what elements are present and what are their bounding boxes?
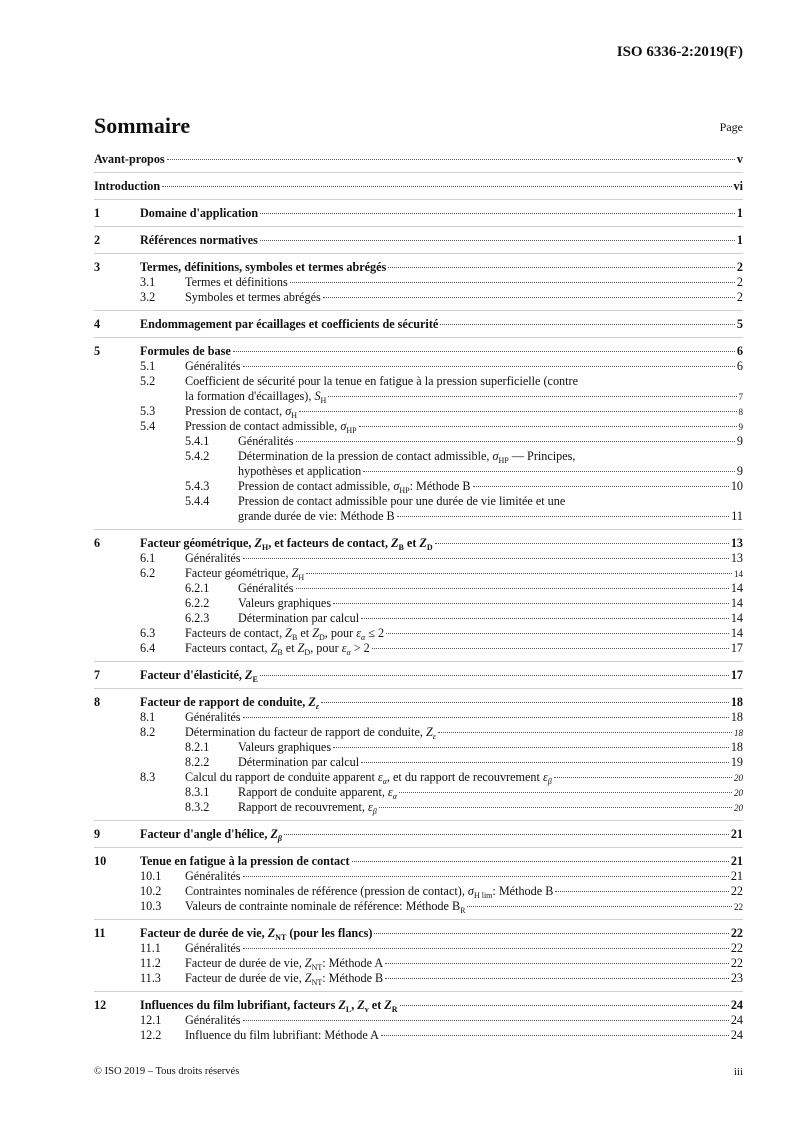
toc-entry-number: 8.1 [140,710,156,724]
toc-entry-number: 4 [94,317,101,331]
toc-entry-page: 2 [736,275,743,289]
toc-entry-page: 17 [730,668,743,682]
toc-entry[interactable] [94,785,743,800]
toc-entry-number: 11.1 [140,941,161,955]
toc-entry-number: 2 [94,233,101,247]
toc-entry-number: 3 [94,260,101,274]
footer-page-number: iii [733,1066,743,1078]
toc-entry-label: Facteurs contact, $Z_B$ et $Z_D$, pour $\varepsilon_\alpha > 2$ [185,641,370,657]
dot-leader [328,396,736,397]
toc-entry-page: 7 [738,392,743,402]
toc-entry-label: Endommagement par écaillages et coefficients de sécurité [140,317,439,331]
dot-leader [233,351,735,352]
toc-entry-page: 1 [736,206,743,220]
dot-leader [243,558,729,559]
dot-leader [306,573,732,574]
toc-entry-label: Généralités [185,869,241,883]
toc-entry-label: Formules de base [140,344,231,358]
toc-entry-number: 8.2.2 [185,755,210,769]
toc-entry-page: 20 [734,773,743,783]
toc-entry[interactable] [94,884,743,899]
toc-entry[interactable] [94,494,743,509]
toc-entry[interactable] [94,596,743,611]
toc-entry[interactable] [94,344,743,359]
toc-entry-label: Généralités [185,359,241,373]
toc-entry[interactable] [94,260,743,275]
toc-entry[interactable] [94,971,743,986]
toc-entry-label-continued: la formation d'écaillages), $S_H$ [185,389,327,405]
toc-entry-label-continued: grande durée de vie: Méthode B [238,509,395,523]
toc-entry-continuation [94,509,743,524]
toc-entry-number: 8 [94,695,101,709]
toc-entry[interactable] [94,611,743,626]
dot-leader [386,633,729,634]
toc-entry[interactable] [94,374,743,389]
toc-entry[interactable] [94,626,743,641]
toc-entry-label: Rapport de conduite apparent, $\varepsilon_\alpha$ [238,785,397,801]
dot-leader [397,516,730,517]
toc-entry-label: Détermination du facteur de rapport de conduite, $Z_\varepsilon$ [185,725,436,741]
toc-entry[interactable] [94,206,743,221]
toc-entry-number: 6.4 [140,641,156,655]
toc-separator [94,337,743,338]
dot-leader [323,297,735,298]
toc-entry-number: 5.1 [140,359,156,373]
toc-entry-page: vi [733,179,743,193]
toc-entry-label: Facteur géométrique, $Z_H$ [185,566,305,582]
toc-entry-page: 24 [730,1028,743,1042]
toc-entry-label: Références normatives [140,233,258,247]
toc-entry-number: 10.1 [140,869,162,883]
page-column-heading: Page [719,120,743,134]
toc-entry-label: Détermination par calcul [238,611,360,625]
document-code: ISO 6336-2:2019(F) [616,44,743,60]
toc-entry-label: Symboles et termes abrégés [185,290,321,304]
toc-entry-label: Généralités [185,1013,241,1027]
toc-entry[interactable] [94,668,743,683]
toc-entry-number: 11.3 [140,971,161,985]
dot-leader [554,777,732,778]
dot-leader [374,933,728,934]
toc-entry[interactable] [94,740,743,755]
dot-leader [435,543,729,544]
toc-entry-page: 9 [738,422,743,432]
toc-entry-label: Pression de contact admissible, $\sigma_{HP}$ [185,419,357,435]
dot-leader [381,1035,729,1036]
toc-entry-number: 6.3 [140,626,156,640]
toc-entry-label: Facteur de durée de vie, $Z_{NT}$: Méthode A [185,956,384,972]
dot-leader [467,906,732,907]
toc-entry-label: Détermination de la pression de contact admissible, $\sigma_{HP}$ — Principes, [238,449,576,465]
dot-leader [385,963,729,964]
toc-entry-number: 8.2 [140,725,156,739]
toc-entry-number: 12 [94,998,107,1012]
toc-entry-number: 7 [94,668,101,682]
toc-entry-number: 5.4.1 [185,434,210,448]
toc-separator [94,199,743,200]
toc-entry-label: Généralités [185,551,241,565]
toc-entry[interactable] [94,152,743,167]
toc-entry[interactable] [94,359,743,374]
dot-leader [363,471,735,472]
toc-entry-label: Pression de contact admissible, $\sigma_{HP}$: Méthode B [238,479,471,495]
toc-entry-page: 1 [736,233,743,247]
toc-separator [94,226,743,227]
toc-entry[interactable] [94,755,743,770]
dot-leader [372,648,729,649]
toc-entry-label: Contraintes nominales de référence (pression de contact), $\sigma_{H lim}$: Méthode B [185,884,554,900]
toc-entry-number: 5.2 [140,374,156,388]
toc-separator [94,688,743,689]
toc-entry-label: Tenue en fatigue à la pression de contact [140,854,350,868]
toc-entry-label: Influence du film lubrifiant: Méthode A [185,1028,379,1042]
toc-separator [94,847,743,848]
toc-entry-label: Rapport de recouvrement, $\varepsilon_\beta$ [238,800,377,816]
toc-entry-number: 5.4.4 [185,494,210,508]
toc-entry-page: 18 [730,740,743,754]
toc-entry-label: Généralités [185,710,241,724]
dot-leader [440,324,735,325]
dot-leader [399,792,732,793]
toc-entry[interactable] [94,710,743,725]
toc-entry-number: 10.2 [140,884,162,898]
toc-entry-number: 5.4.3 [185,479,210,493]
dot-leader [296,441,735,442]
toc-entry-label: Facteurs de contact, $Z_B$ et $Z_D$, pour $\varepsilon_\alpha \le 2$ [185,626,385,642]
toc-separator [94,529,743,530]
dot-leader [385,978,729,979]
toc-entry-number: 6.1 [140,551,156,565]
toc-entry-page: 14 [730,626,743,640]
dot-leader [388,267,735,268]
toc-separator [94,661,743,662]
toc-entry[interactable] [94,317,743,332]
toc-entry-page: 24 [730,998,743,1012]
toc-entry-label: Facteur d'élasticité, $Z_E$ [140,668,258,684]
toc-entry[interactable] [94,956,743,971]
toc-entry-page: 21 [730,854,743,868]
dot-leader [438,732,732,733]
toc-entry-number: 11 [94,926,106,940]
toc-entry-page: 20 [734,803,743,813]
toc-entry-number: 8.3 [140,770,156,784]
dot-leader [379,807,732,808]
toc-entry-number: 8.3.1 [185,785,210,799]
toc-entry[interactable] [94,641,743,656]
dot-leader [359,426,737,427]
toc-entry[interactable] [94,695,743,710]
toc-entry[interactable] [94,566,743,581]
toc-entry-number: 12.2 [140,1028,162,1042]
toc-entry[interactable] [94,479,743,494]
toc-entry-number: 6.2.2 [185,596,210,610]
toc-entry-label: Généralités [185,941,241,955]
toc-entry-number: 5.4 [140,419,156,433]
toc-entry-number: 3.1 [140,275,156,289]
toc-entry-page: 22 [730,956,743,970]
toc-entry-label: Termes, définitions, symboles et termes abrégés [140,260,387,274]
toc-entry[interactable] [94,770,743,785]
dot-leader [361,618,729,619]
toc-entry[interactable] [94,926,743,941]
toc-entry-page: v [736,152,743,166]
dot-leader [321,702,729,703]
toc-entry-page: 18 [734,728,743,738]
toc-entry-page: 11 [731,509,743,523]
toc-entry-page: 5 [736,317,743,331]
toc-entry[interactable] [94,434,743,449]
toc-entry-number: 5.4.2 [185,449,210,463]
toc-entry[interactable] [94,1013,743,1028]
toc-entry-page: 22 [730,926,743,940]
toc-title: Sommaire [94,113,191,138]
toc-entry-number: 11.2 [140,956,161,970]
toc-entry-number: 6.2.1 [185,581,210,595]
toc-entry-label: Facteur de durée de vie, $Z_{NT}$: Méthode B [185,971,384,987]
toc-entry-number: 5 [94,344,101,358]
toc-separator [94,172,743,173]
dot-leader [400,1005,729,1006]
dot-leader [243,1020,729,1021]
toc-entry[interactable] [94,536,743,551]
toc-entry-label: Pression de contact, $\sigma_H$ [185,404,297,420]
toc-separator [94,820,743,821]
toc-entry[interactable] [94,275,743,290]
toc-entry-page: 14 [730,581,743,595]
toc-entry[interactable] [94,869,743,884]
dot-leader [260,240,735,241]
toc-entry-number: 1 [94,206,101,220]
dot-leader [361,762,729,763]
toc-entry-page: 24 [730,1013,743,1027]
dot-leader [260,213,735,214]
toc-entry-page: 21 [730,827,743,841]
toc-entry-number: 6 [94,536,101,550]
toc-entry-page: 18 [730,695,743,709]
toc-entry-number: 5.3 [140,404,156,418]
dot-leader [299,411,737,412]
toc-entry-label: Domaine d'application [140,206,259,220]
toc-entry[interactable] [94,233,743,248]
toc-entry-page: 14 [730,596,743,610]
dot-leader [290,282,735,283]
dot-leader [243,717,729,718]
toc-entry[interactable] [94,899,743,914]
dot-leader [243,948,729,949]
toc-entry-number: 10.3 [140,899,162,913]
toc-entry-label: Pression de contact admissible pour une durée de vie limitée et une [238,494,566,508]
toc-entry-label: Avant-propos [94,152,165,166]
toc-entry-label-continued: hypothèses et application [238,464,362,478]
toc-entry-number: 9 [94,827,101,841]
toc-entry-label: Introduction [94,179,161,193]
dot-leader [333,747,729,748]
toc-entry-page: 17 [730,641,743,655]
toc-entry-page: 14 [730,611,743,625]
toc-entry-label: Valeurs de contrainte nominale de référence: Méthode $B_R$ [185,899,466,915]
toc-entry-page: 8 [738,407,743,417]
toc-entry-label: Influences du film lubrifiant, facteurs $Z_L$, $Z_v$ et $Z_R$ [140,998,398,1014]
toc-entry-page: 13 [730,536,743,550]
dot-leader [167,159,735,160]
toc-entry-page: 21 [730,869,743,883]
toc-entry-label: Valeurs graphiques [238,596,332,610]
toc-entry-page: 19 [730,755,743,769]
toc-entry[interactable] [94,551,743,566]
dot-leader [352,861,729,862]
toc-entry[interactable] [94,1028,743,1043]
toc-entry-label: Facteur de rapport de conduite, $Z_\varepsilon$ [140,695,320,711]
toc-entry[interactable] [94,179,743,194]
toc-entry-label: Valeurs graphiques [238,740,332,754]
toc-entry-page: 22 [730,941,743,955]
toc-entry-label: Généralités [238,434,294,448]
toc-entry[interactable] [94,800,743,815]
toc-entry-label: Facteur de durée de vie, $Z_{NT}$ (pour les flancs) [140,926,373,942]
toc-entry-number: 6.2.3 [185,611,210,625]
toc-entry-label: Facteur d'angle d'hélice, $Z_\beta$ [140,827,283,843]
dot-leader [333,603,729,604]
dot-leader [260,675,729,676]
toc-entry-page: 10 [730,479,743,493]
toc-entry[interactable] [94,290,743,305]
toc-entry-number: 6.2 [140,566,156,580]
toc-entry[interactable] [94,404,743,419]
toc-entry-number: 12.1 [140,1013,162,1027]
toc-entry-label: Coefficient de sécurité pour la tenue en fatigue à la pression superficielle (contre [185,374,578,388]
toc-entry[interactable] [94,998,743,1013]
dot-leader [243,876,729,877]
dot-leader [162,186,731,187]
toc-separator [94,253,743,254]
toc-entry-page: 14 [734,569,743,579]
toc-entry-page: 9 [736,434,743,448]
toc-entry-page: 22 [730,884,743,898]
toc-entry-page: 2 [736,290,743,304]
toc-entry-page: 6 [736,359,743,373]
toc-entry-page: 18 [730,710,743,724]
toc-entry-label: Termes et définitions [185,275,288,289]
dot-leader [284,834,729,835]
toc-separator [94,310,743,311]
toc-entry-number: 8.3.2 [185,800,210,814]
toc-entry-number: 3.2 [140,290,156,304]
toc-entry-continuation [94,389,743,404]
toc-entry-page: 6 [736,344,743,358]
toc-entry-page: 13 [730,551,743,565]
toc-entry[interactable] [94,827,743,842]
table-of-contents [94,152,743,1043]
toc-entry[interactable] [94,581,743,596]
toc-entry-label: Généralités [238,581,294,595]
dot-leader [473,486,729,487]
toc-entry-page: 22 [734,902,743,912]
toc-entry-label: Détermination par calcul [238,755,360,769]
toc-separator [94,991,743,992]
toc-entry-page: 9 [736,464,743,478]
toc-entry-continuation [94,464,743,479]
toc-entry[interactable] [94,941,743,956]
dot-leader [296,588,729,589]
toc-entry[interactable] [94,854,743,869]
dot-leader [555,891,728,892]
toc-entry[interactable] [94,449,743,464]
toc-entry-page: 2 [736,260,743,274]
toc-entry-number: 10 [94,854,107,868]
toc-entry-page: 23 [730,971,743,985]
toc-entry[interactable] [94,725,743,740]
toc-separator [94,919,743,920]
dot-leader [243,366,735,367]
footer-copyright: © ISO 2019 – Tous droits réservés [94,1066,240,1077]
toc-entry-page: 20 [734,788,743,798]
toc-entry-number: 8.2.1 [185,740,210,754]
toc-entry-label: Facteur géométrique, $Z_H$, et facteurs de contact, $Z_B$ et $Z_D$ [140,536,433,552]
toc-entry-label: Calcul du rapport de conduite apparent $\varepsilon_\alpha$, et du rapport de recouvrement $\varepsilon_\beta$ [185,770,552,786]
toc-entry[interactable] [94,419,743,434]
